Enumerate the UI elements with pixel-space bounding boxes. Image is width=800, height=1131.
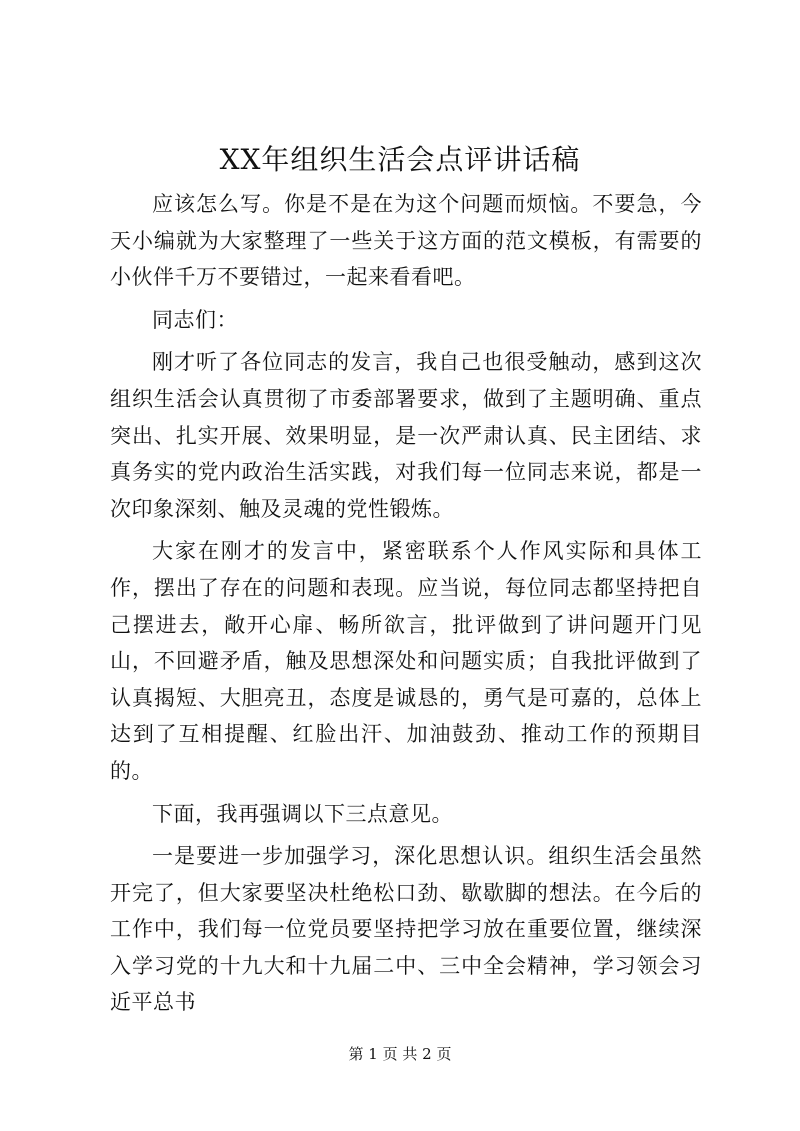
- paragraph-point-one: 一是要进一步加强学习，深化思想认识。组织生活会虽然开完了，但大家要坚决杜绝松口劲、歇歇脚的想法。在今后的工作中，我们每一位党员要坚持把学习放在重要位置，继续深入学习党的十九大和十九届二中、三中全会精神，学习领会习近平总书: [110, 844, 702, 1015]
- paragraph-intro: 应该怎么写。你是不是在为这个问题而烦恼。不要急，今天小编就为大家整理了一些关于这方面的范文模板，有需要的小伙伴千万不要错过，一起来看看吧。: [110, 192, 702, 290]
- page-number-footer: 第 1 页 共 2 页: [348, 1045, 452, 1063]
- paragraph-self-criticism: 大家在刚才的发言中，紧密联系个人作风实际和具体工作，摆出了存在的问题和表现。应当说，每位同志都坚持把自己摆进去，敞开心扉、畅所欲言，批评做到了讲问题开门见山，不回避矛盾，触及思想深处和问题实质；自我批评做到了认真揭短、大胆亮丑，态度是诚恳的，勇气是可嘉的，总体上达到了互相提醒、红脸出汗、加油鼓劲、推动工作的预期目的。: [110, 539, 702, 783]
- document-title: XX年组织生活会点评讲话稿: [219, 143, 581, 176]
- paragraph-salutation: 同志们：: [152, 307, 238, 332]
- document-body: [110, 186, 702, 1027]
- paragraph-opening-remarks: 刚才听了各位同志的发言，我自己也很受触动，感到这次组织生活会认真贯彻了市委部署要求，做到了主题明确、重点突出、扎实开展、效果明显，是一次严肃认真、民主团结、求真务实的党内政治生活实践，对我们每一位同志来说，都是一次印象深刻、触及灵魂的党性锻炼。: [110, 350, 702, 521]
- paragraph-three-points: 下面，我再强调以下三点意见。: [152, 801, 453, 826]
